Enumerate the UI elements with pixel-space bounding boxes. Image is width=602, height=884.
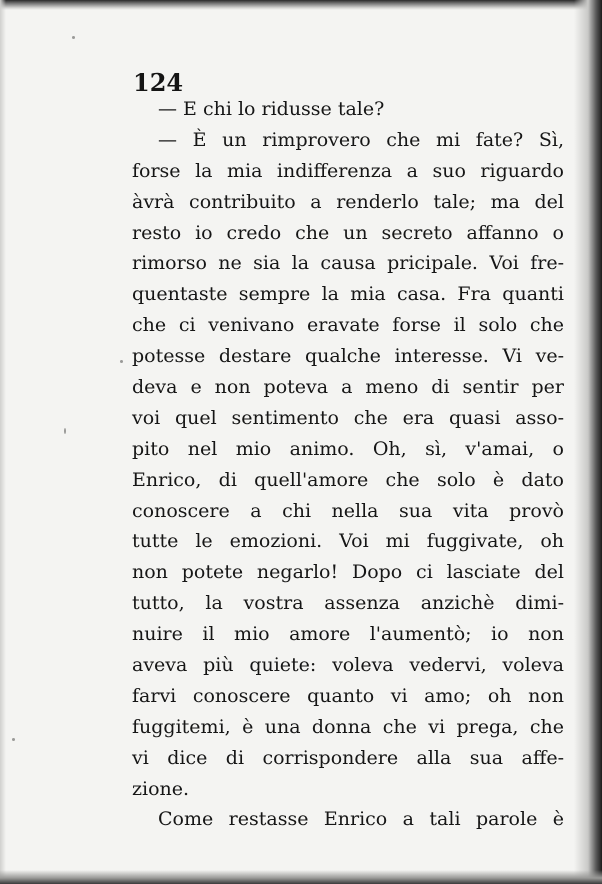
text-line: tutte le emozioni. Voi mi fuggivate, oh [132,530,564,553]
body-text [132,94,564,835]
text-line: conoscere a chi nella sua vita provò [132,499,564,522]
text-line: pito nel mio animo. Oh, sì, v'amai, o [132,437,564,460]
text-line: non potete negarlo! Dopo ci lasciate del [132,561,564,584]
text-line: Enrico, di quell'amore che solo è dato [132,468,564,491]
text-line: aveva più quiete: voleva vedervi, voleva [132,654,564,677]
page-right-edge-shadow [574,0,602,884]
text-line: farvi conoscere quanto vi amo; oh non [132,684,564,707]
text-line: deva e non poteva a meno di sentir per [132,376,564,399]
text-line: — E chi lo ridusse tale? [158,98,385,120]
text-line: quentaste sempre la mia casa. Fra quanti [132,283,564,306]
page-number: 124 [133,68,184,97]
page-left-edge-shadow [0,0,6,884]
text-line: voi quel sentimento che era quasi asso- [132,406,564,429]
text-line: zione. [132,777,190,800]
text-line: forse la mia indifferenza a suo riguardo [132,159,564,182]
paper-speck [72,36,75,39]
text-line: tutto, la vostra assenza anzichè dimi- [132,592,564,615]
text-line: che ci venivano eravate forse il solo che [132,314,564,337]
text-line: resto io credo che un secreto affanno o [132,221,564,244]
text-line: àvrà contribuito a renderlo tale; ma del [132,190,564,213]
page-bottom-edge-shadow [0,870,602,884]
text-line: rimorso ne sia la causa pricipale. Voi fre- [132,252,564,275]
text-line: fuggitemi, è una donna che vi prega, che [132,715,564,738]
text-line: — È un rimprovero che mi fate? Sì, [158,128,564,151]
text-line: vi dice di corrispondere alla sua affe- [132,746,564,769]
paper-speck [12,738,15,741]
text-line: potesse destare qualche interesse. Vi ve- [132,345,564,368]
paper-speck [120,360,123,363]
text-line: nuire il mio amore l'aumentò; io non [132,623,564,646]
page-top-edge-shadow [0,0,602,10]
text-line: Come restasse Enrico a tali parole è [158,808,564,831]
paper-speck [64,428,66,434]
